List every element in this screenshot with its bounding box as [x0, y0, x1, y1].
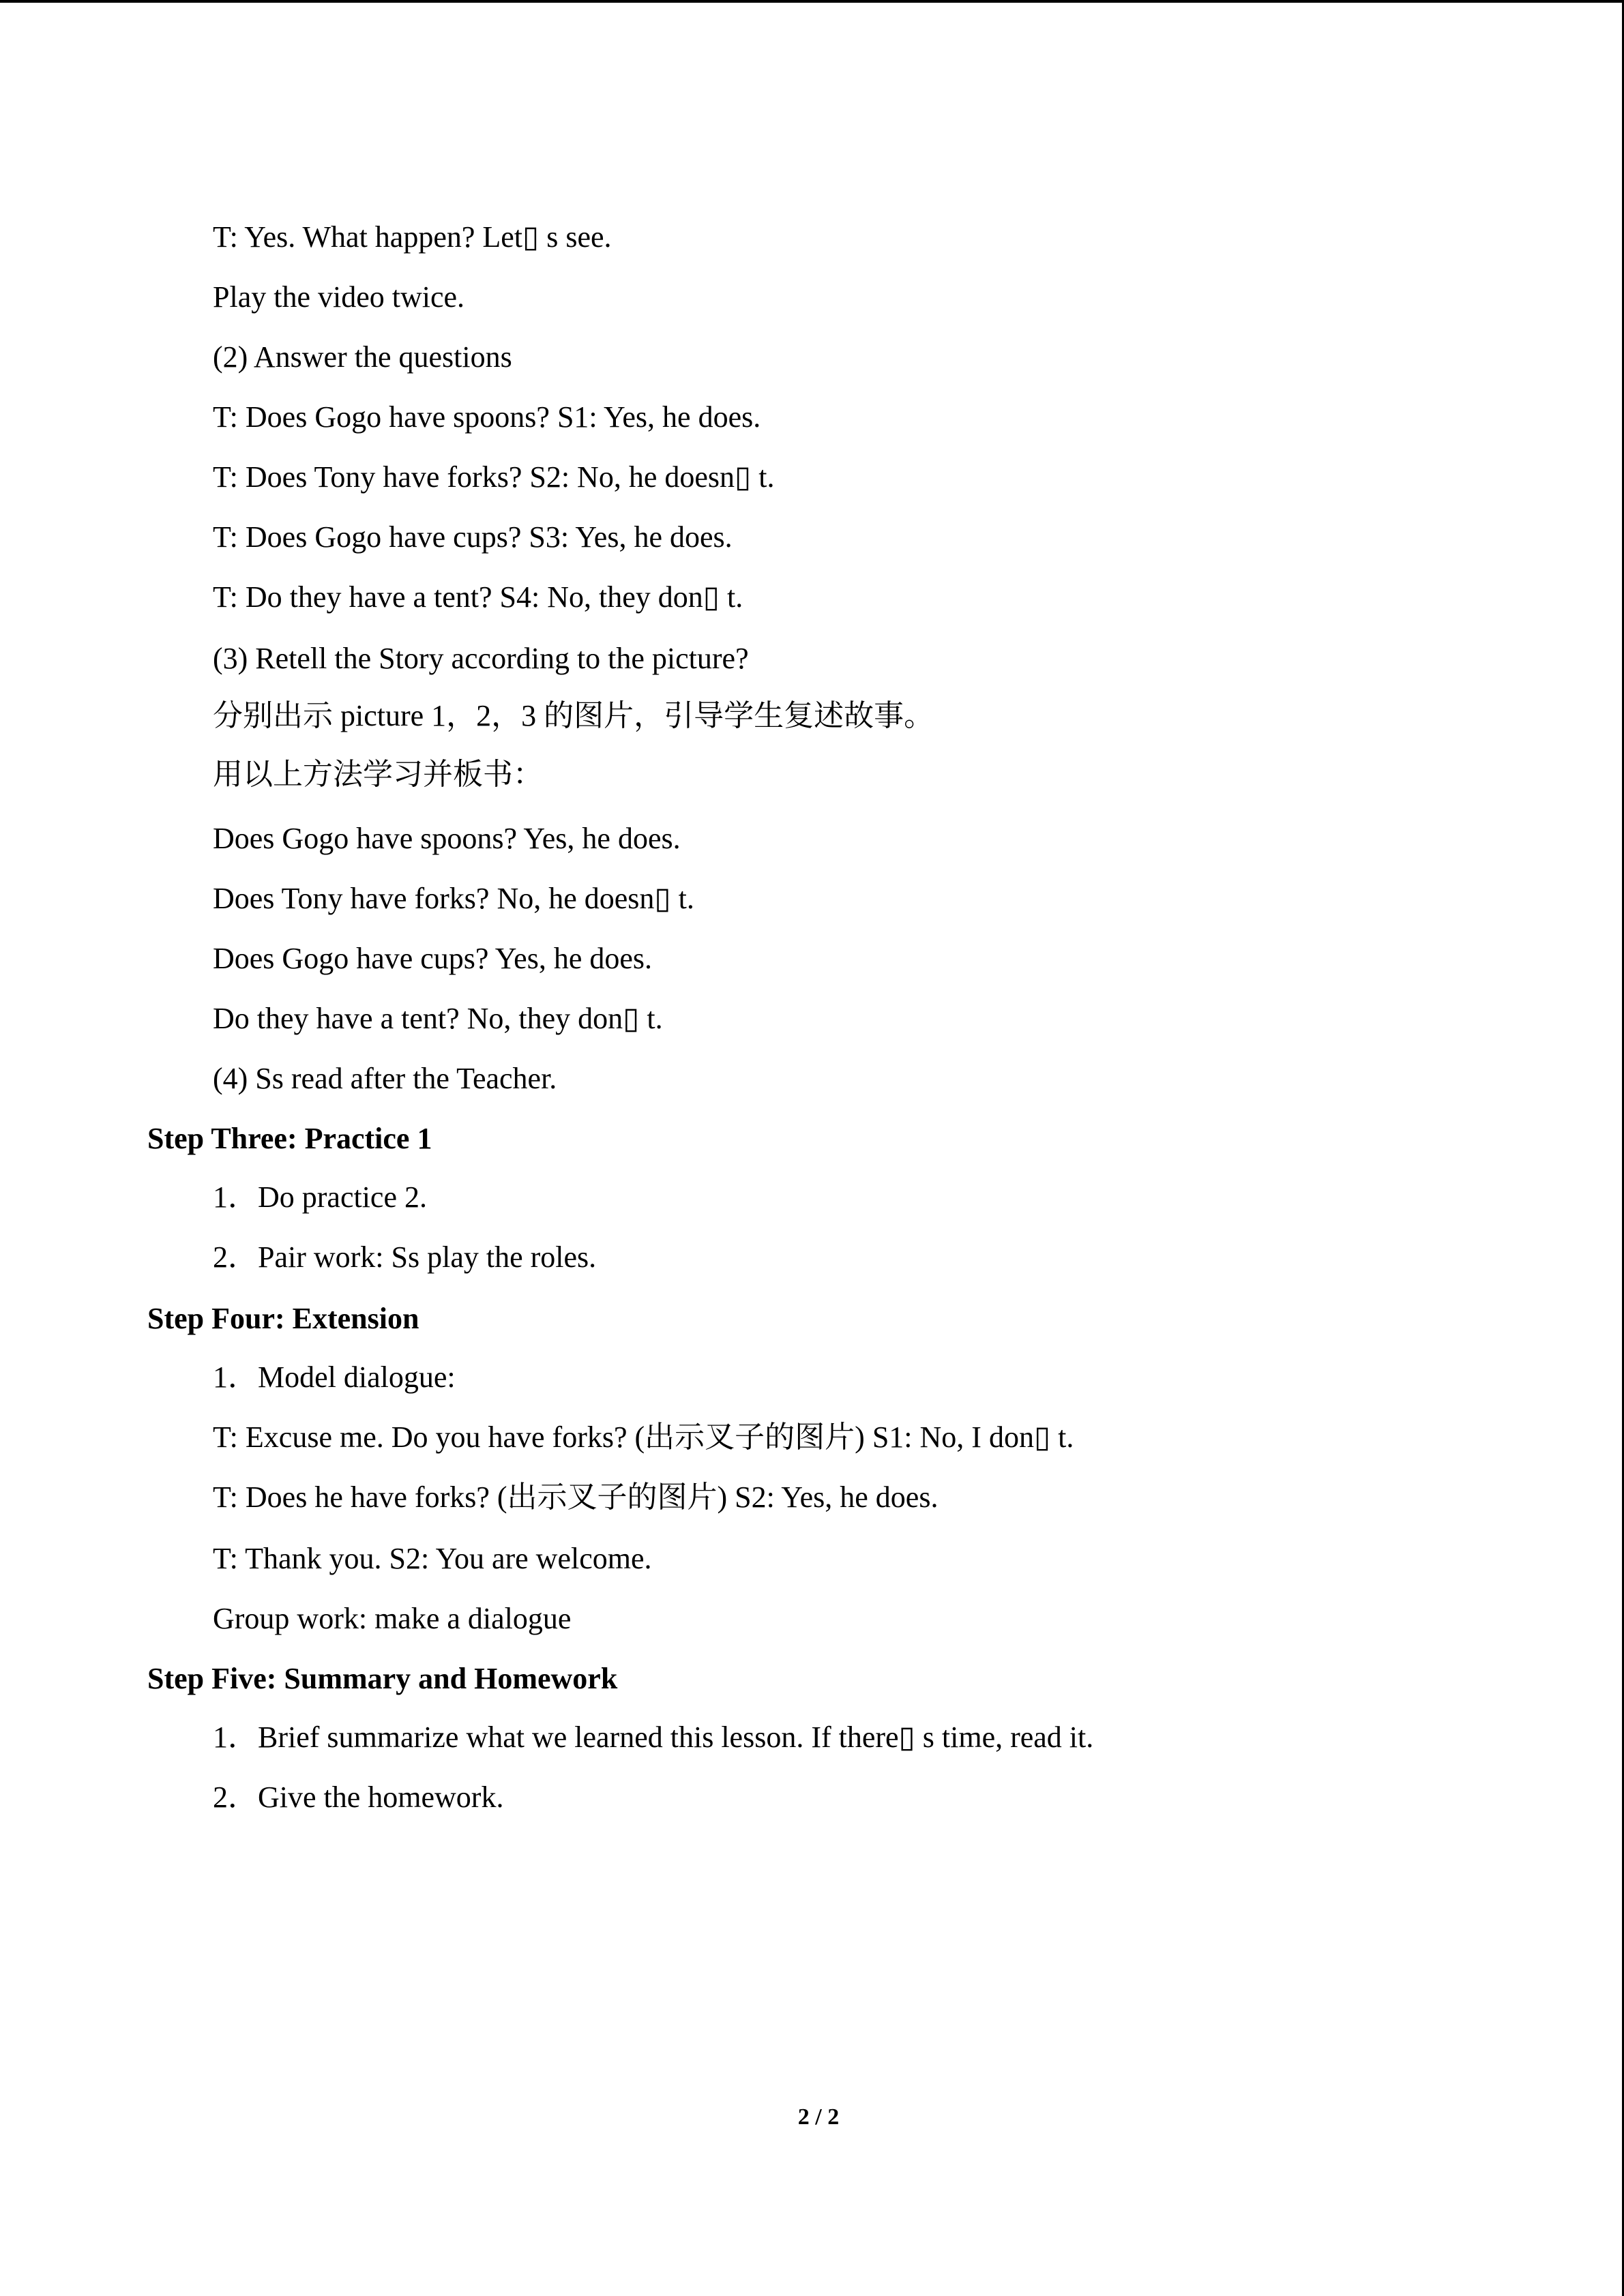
- text-line: Play the video twice.: [213, 280, 465, 314]
- text-line: T: Yes. What happen? Let▯ s see.: [213, 220, 612, 254]
- list-item: 1．Do practice 2.: [213, 1180, 427, 1214]
- text-line: Does Gogo have spoons? Yes, he does.: [213, 822, 681, 855]
- text-line: T: Does he have forks? (出示叉子的图片) S2: Yes, he does.: [213, 1480, 939, 1514]
- list-item: 1．Model dialogue:: [213, 1360, 456, 1394]
- text-line: 用以上方法学习并板书：: [213, 758, 543, 791]
- text-line: T: Thank you. S2: You are welcome.: [213, 1542, 652, 1575]
- list-item: 2．Pair work: Ss play the roles.: [213, 1240, 597, 1274]
- section-heading: Step Three: Practice 1: [147, 1122, 432, 1155]
- text-line: (3) Retell the Story according to the picture?: [213, 642, 749, 675]
- text-line: T: Does Gogo have spoons? S1: Yes, he does.: [213, 400, 761, 434]
- page-number: 2 / 2: [797, 2104, 840, 2130]
- text-line: Does Gogo have cups? Yes, he does.: [213, 942, 653, 975]
- text-line: T: Does Tony have forks? S2: No, he doesn▯ t.: [213, 460, 775, 494]
- list-item: 1．Brief summarize what we learned this lesson. If there▯ s time, read it.: [213, 1720, 1094, 1754]
- top-border: [0, 0, 1624, 3]
- section-heading: Step Five: Summary and Homework: [147, 1662, 618, 1695]
- text-line: Do they have a tent? No, they don▯ t.: [213, 1002, 663, 1035]
- text-line: (4) Ss read after the Teacher.: [213, 1062, 557, 1095]
- text-line: (2) Answer the questions: [213, 340, 512, 374]
- text-line: T: Does Gogo have cups? S3: Yes, he does.: [213, 520, 733, 554]
- text-line: 分别出示 picture 1，2，3 的图片，引导学生复述故事。: [213, 699, 934, 732]
- text-line: T: Excuse me. Do you have forks? (出示叉子的图片) S1: No, I don▯ t.: [213, 1420, 1074, 1454]
- list-item: 2．Give the homework.: [213, 1780, 504, 1814]
- text-line: Does Tony have forks? No, he doesn▯ t.: [213, 882, 694, 915]
- text-line: Group work: make a dialogue: [213, 1602, 572, 1635]
- text-line: T: Do they have a tent? S4: No, they don▯ t.: [213, 580, 743, 614]
- section-heading: Step Four: Extension: [147, 1302, 419, 1335]
